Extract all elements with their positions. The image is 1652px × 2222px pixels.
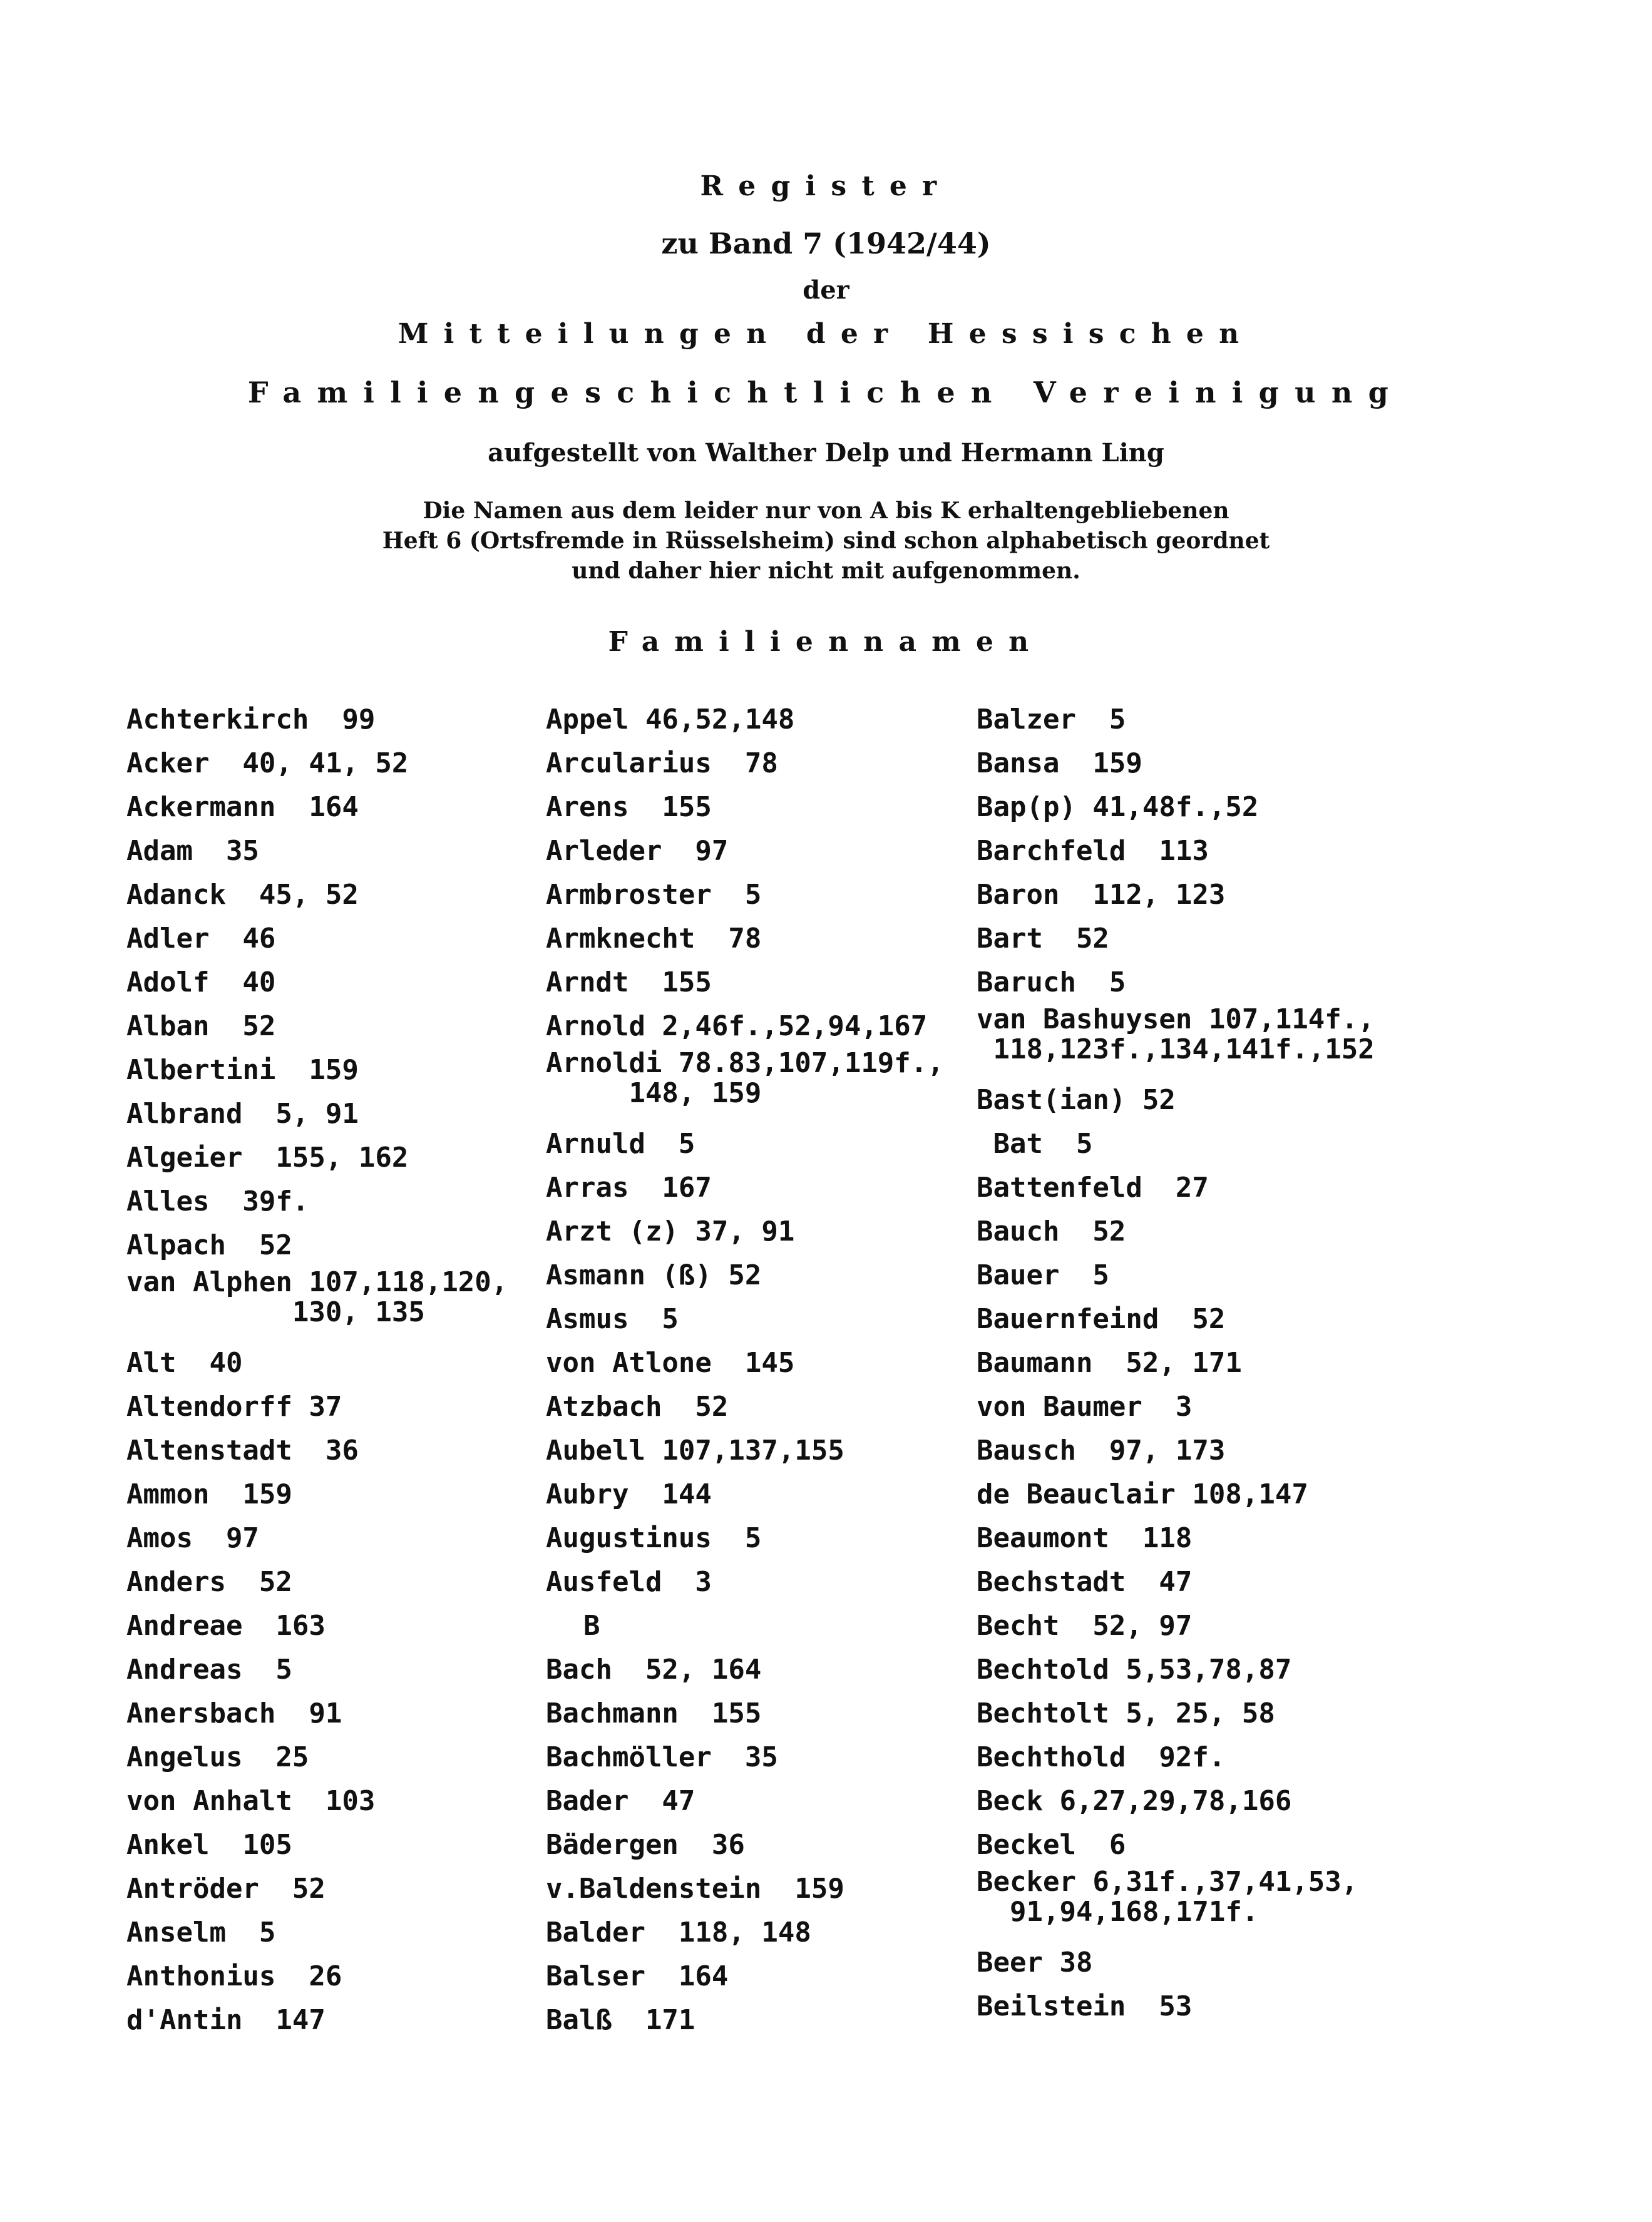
index-entry: van Bashuysen 107,114f., 118,123f.,134,141f.,152 <box>977 1003 1375 1065</box>
index-entry: Bausch 97, 173 <box>977 1435 1226 1467</box>
index-entry: Beaumont 118 <box>977 1522 1193 1554</box>
index-entry: Arcularius 78 <box>546 747 778 779</box>
index-entry: Asmann (ß) 52 <box>546 1259 762 1291</box>
index-entry: v.Baldenstein 159 <box>546 1873 844 1905</box>
index-column-1 <box>126 698 540 2042</box>
index-entry: Bechstadt 47 <box>977 1566 1193 1598</box>
index-entry: Arnold 2,46f.,52,94,167 <box>546 1010 928 1042</box>
index-entry: Aubell 107,137,155 <box>546 1435 844 1467</box>
index-column-2 <box>546 698 959 2042</box>
index-entry: Baumann 52, 171 <box>977 1347 1242 1379</box>
index-entry: Arens 155 <box>546 791 712 823</box>
index-entry: Baruch 5 <box>977 966 1126 998</box>
index-entry: Arras 167 <box>546 1172 712 1204</box>
index-entry: Appel 46,52,148 <box>546 704 795 735</box>
index-entry: Alles 39f. <box>126 1185 309 1217</box>
connector-word: der <box>803 275 849 305</box>
index-entry: Beck 6,27,29,78,166 <box>977 1785 1292 1817</box>
index-entry: Amos 97 <box>126 1522 259 1554</box>
index-entry: von Anhalt 103 <box>126 1785 376 1817</box>
society-name: Familiengeschichtlichen Vereinigung <box>247 376 1405 409</box>
index-entry: Andreae 163 <box>126 1610 326 1642</box>
index-entry: Bart 52 <box>977 923 1109 955</box>
index-entry: Adler 46 <box>126 923 276 955</box>
editorial-note <box>0 496 1652 586</box>
register-title: Register <box>700 170 952 202</box>
index-entry: Acker 40, 41, 52 <box>126 747 409 779</box>
index-entry: Arnuld 5 <box>546 1128 695 1160</box>
index-entry: Albertini 159 <box>126 1054 359 1086</box>
index-entry: Alban 52 <box>126 1010 276 1042</box>
index-entry: Beilstein 53 <box>977 1990 1193 2022</box>
index-entry: Beckel 6 <box>977 1829 1126 1861</box>
index-entry: Arleder 97 <box>546 835 729 867</box>
index-entry: Adolf 40 <box>126 966 276 998</box>
note-line: und daher hier nicht mit aufgenommen. <box>572 558 1080 584</box>
index-entry: Achterkirch 99 <box>126 704 376 735</box>
index-entry: Bachmöller 35 <box>546 1741 778 1773</box>
volume-line: zu Band 7 (1942/44) <box>661 227 991 260</box>
index-entry: Ackermann 164 <box>126 791 359 823</box>
index-column-3 <box>977 698 1452 2029</box>
section-heading: Familiennamen <box>608 626 1044 658</box>
index-entry: Bechthold 92f. <box>977 1741 1226 1773</box>
index-entry: Aubry 144 <box>546 1478 712 1510</box>
index-entry: Armknecht 78 <box>546 923 762 955</box>
authors-line: aufgestellt von Walther Delp und Hermann Ling <box>488 438 1164 468</box>
index-entry: Bast(ian) 52 <box>977 1084 1176 1116</box>
index-entry: Alt 40 <box>126 1347 243 1379</box>
index-entry: Adanck 45, 52 <box>126 879 359 911</box>
index-entry: Beer 38 <box>977 1947 1093 1979</box>
note-line: Heft 6 (Ortsfremde in Rüsselsheim) sind schon alphabetisch geordnet <box>382 528 1270 554</box>
note-line: Die Namen aus dem leider nur von A bis K erhaltengebliebenen <box>423 498 1229 524</box>
index-entry: Arnoldi 78.83,107,119f., 148, 159 <box>546 1047 944 1109</box>
index-entry: Bechtolt 5, 25, 58 <box>977 1697 1275 1729</box>
index-entry: Bechtold 5,53,78,87 <box>977 1654 1292 1686</box>
index-entry: von Baumer 3 <box>977 1391 1193 1423</box>
index-entry: d'Antin 147 <box>126 2004 326 2036</box>
index-entry: Arndt 155 <box>546 966 712 998</box>
index-entry: Anselm 5 <box>126 1917 276 1948</box>
index-entry: von Atlone 145 <box>546 1347 795 1379</box>
index-entry: Bat 5 <box>977 1128 1093 1160</box>
index-entry: Balder 118, 148 <box>546 1917 811 1948</box>
index-entry: Battenfeld 27 <box>977 1172 1209 1204</box>
index-entry: de Beauclair 108,147 <box>977 1478 1308 1510</box>
index-entry: Angelus 25 <box>126 1741 309 1773</box>
index-entry: Bach 52, 164 <box>546 1654 762 1686</box>
index-entry: Becht 52, 97 <box>977 1610 1193 1642</box>
index-entry: van Alphen 107,118,120, 130, 135 <box>126 1266 508 1328</box>
index-entry: Bansa 159 <box>977 747 1142 779</box>
index-entry: Bap(p) 41,48f.,52 <box>977 791 1259 823</box>
index-entry: Andreas 5 <box>126 1654 292 1686</box>
index-entry: Alpach 52 <box>126 1229 292 1261</box>
index-entry: Ausfeld 3 <box>546 1566 712 1598</box>
index-entry: Ankel 105 <box>126 1829 292 1861</box>
index-entry: Baron 112, 123 <box>977 879 1226 911</box>
index-entry: Augustinus 5 <box>546 1522 762 1554</box>
index-entry: Altendorff 37 <box>126 1391 342 1423</box>
index-entry: Altenstadt 36 <box>126 1435 359 1467</box>
publication-title: Mitteilungen der Hessischen <box>398 318 1254 350</box>
index-entry: Algeier 155, 162 <box>126 1142 409 1174</box>
index-entry: Bauch 52 <box>977 1216 1126 1247</box>
index-entry: Ammon 159 <box>126 1478 292 1510</box>
index-entry: Barchfeld 113 <box>977 835 1209 867</box>
index-entry: Anthonius 26 <box>126 1960 342 1992</box>
index-entry: Anersbach 91 <box>126 1697 342 1729</box>
index-entry: Arzt (z) 37, 91 <box>546 1216 795 1247</box>
index-entry: Bädergen 36 <box>546 1829 745 1861</box>
index-entry: Armbroster 5 <box>546 879 762 911</box>
index-entry: Antröder 52 <box>126 1873 326 1905</box>
index-entry: Bauernfeind 52 <box>977 1303 1226 1335</box>
index-entry: Balser 164 <box>546 1960 729 1992</box>
index-entry: Bader 47 <box>546 1785 695 1817</box>
index-entry: Adam 35 <box>126 835 259 867</box>
index-entry: Asmus 5 <box>546 1303 679 1335</box>
index-entry: Anders 52 <box>126 1566 292 1598</box>
index-entry: Atzbach 52 <box>546 1391 729 1423</box>
index-entry: Balzer 5 <box>977 704 1126 735</box>
index-entry: Bachmann 155 <box>546 1697 762 1729</box>
index-entry: Albrand 5, 91 <box>126 1098 359 1130</box>
index-entry: Balß 171 <box>546 2004 695 2036</box>
index-entry: Bauer 5 <box>977 1259 1109 1291</box>
index-entry: Becker 6,31f.,37,41,53, 91,94,168,171f. <box>977 1866 1358 1928</box>
index-letter-heading: B <box>583 1610 600 1642</box>
